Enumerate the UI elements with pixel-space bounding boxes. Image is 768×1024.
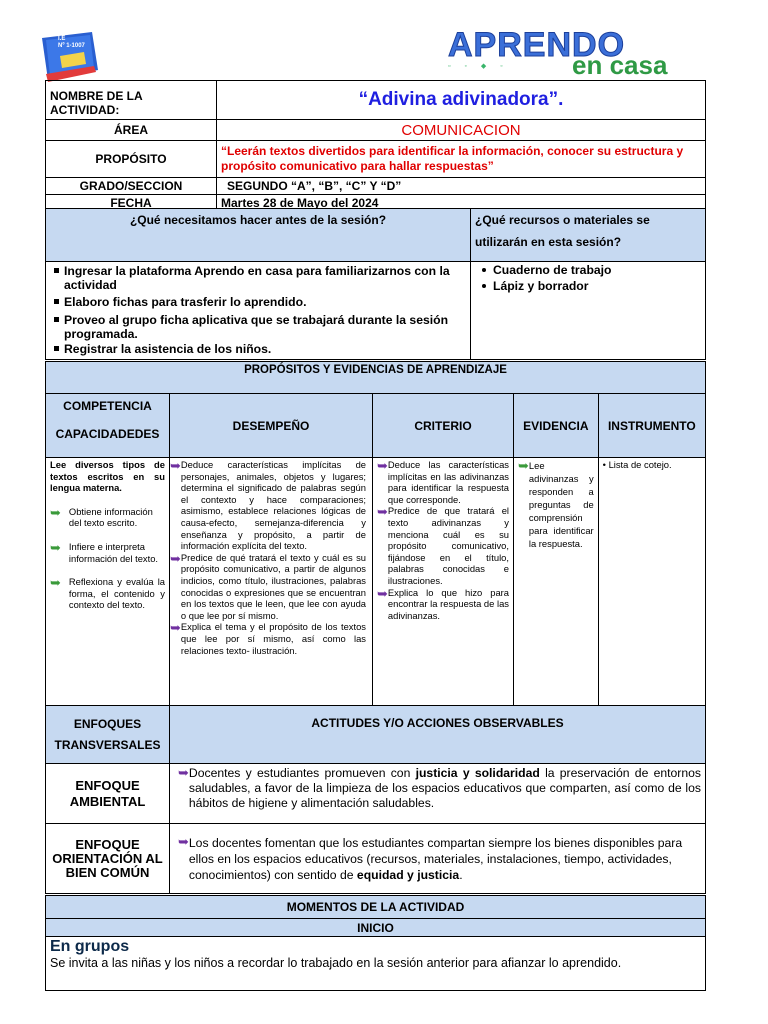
- desempeno-item: Deduce características implícitas de personajes, animales, objetos y lugares; determina el significado de palabras según el contexto y hace comparaciones; asimismo, establece relaciones lógicas de causa-efecto, semejanza-diferencia y enseñanza y propósito, a partir de información explícita del texto.: [180, 459, 366, 552]
- col-actitudes: ACTITUDES Y/O ACCIONES OBSERVABLES: [170, 706, 706, 764]
- green-arrow-icon: ➥: [50, 575, 61, 591]
- criterio-item: Deduce las características implícitas en las adivinanzas para identificar la respuesta que corresponde.: [387, 459, 509, 505]
- col-desempeno: DESEMPEÑO: [170, 394, 373, 458]
- momentos-title: MOMENTOS DE LA ACTIVIDAD: [46, 896, 706, 919]
- col-competencia: [46, 394, 170, 458]
- prep-task: Ingresar la plataforma Aprendo en casa para familiarizarnos con la actividad: [64, 264, 466, 292]
- green-arrow-icon: ➥: [50, 504, 61, 520]
- brand-bottom: en casa: [572, 50, 668, 80]
- enfoque-ambiental-cell: [170, 764, 706, 824]
- bien-text-pre: Los docentes fomentan que los estudiantes compartan siempre los bienes disponibles para ellos en los espacios educativos (recursos, materiales, instalaciones, tiempo, actividades, conocimientos) con sentido de: [188, 835, 683, 882]
- area-value: COMUNICACION: [217, 120, 706, 141]
- criterio-item: Explica lo que hizo para encontrar la respuesta de las adivinanzas.: [387, 586, 509, 621]
- date-value: Martes 28 de Mayo del 2024: [217, 195, 706, 212]
- prep-task: Proveo al grupo ficha aplicativa que se trabajará durante la sesión programada.: [64, 313, 466, 341]
- desempeno-cell: [170, 458, 373, 706]
- instrumento-text: Lista de cotejo.: [608, 459, 672, 470]
- capacidad-item: Obtiene información del texto escrito.: [68, 505, 153, 529]
- group-text: Se invita a las niñas y los niños a recordar lo trabajado en la sesión anterior para afianzar lo aprendido.: [50, 956, 622, 970]
- prep-task: Elaboro fichas para trasferir lo aprendido.: [64, 295, 466, 309]
- ambiental-text-post: la preservación de entornos saludables, a favor de la limpieza de los espacios educativos que comparten, así como de los hábitos de higiene y alimentación saludables.: [188, 766, 701, 810]
- logo-line-1: I.E: [58, 36, 66, 42]
- bien-text-post: .: [459, 867, 463, 882]
- col-instrumento: INSTRUMENTO: [598, 394, 705, 458]
- purple-arrow-icon: ➥: [178, 765, 189, 780]
- brand-dots: ▫ ◦ ◆ ◦: [448, 63, 509, 70]
- activity-name-value: “Adivina adivinadora”.: [217, 81, 706, 120]
- prep-tasks-cell: [46, 262, 471, 360]
- competencia-cell: [46, 458, 170, 706]
- enfoque-bien-comun-cell: [170, 824, 706, 894]
- purple-arrow-icon: ➥: [377, 585, 388, 601]
- competencia-text: Lee diversos tipos de textos escritos en su lengua materna.: [50, 459, 165, 494]
- area-label: ÁREA: [46, 120, 217, 141]
- purple-arrow-icon: ➥: [170, 550, 181, 566]
- col-evidencia: EVIDENCIA: [514, 394, 599, 458]
- prep-materials-cell: [471, 262, 706, 360]
- prep-question-1: ¿Qué necesitamos hacer antes de la sesión?: [46, 209, 471, 262]
- evidencia-cell: [514, 458, 599, 706]
- momentos-table: [45, 895, 706, 991]
- date-label: FECHA: [46, 195, 217, 212]
- col-criterio: CRITERIO: [373, 394, 514, 458]
- evidence-table: [45, 361, 706, 706]
- school-logo: [40, 30, 100, 85]
- capacidad-item: Reflexiona y evalúa la forma, el contenido y contexto del texto.: [68, 576, 165, 611]
- col-competencia-label: COMPETENCIA: [63, 399, 152, 413]
- col-enfoques: ENFOQUES TRANSVERSALES: [46, 706, 170, 764]
- activity-name-label: NOMBRE DE LA ACTIVIDAD:: [46, 81, 217, 120]
- activity-info-table: [45, 80, 706, 212]
- purpose-value: “Leerán textos divertidos para identificar la información, conocer su estructura y propósito comunicativo para hallar respuestas”: [217, 141, 706, 178]
- prep-task: Registrar la asistencia de los niños.: [64, 342, 466, 356]
- enfoques-table: [45, 705, 706, 894]
- purple-arrow-icon: ➥: [377, 458, 388, 473]
- criterio-cell: [373, 458, 514, 706]
- green-arrow-icon: ➥: [518, 458, 529, 473]
- desempeno-item: Explica el tema y el propósito de los textos que lee por sí mismo, así como las relaciones texto- ilustración.: [180, 621, 366, 656]
- material-item: Cuaderno de trabajo: [493, 262, 701, 278]
- grade-value: SEGUNDO “A”, “B”, “C” Y “D”: [217, 178, 706, 195]
- evidencia-text: Lee adivinanzas y responden a preguntas de comprensión para identificar la respuesta.: [528, 460, 594, 549]
- inicio-content-cell: [46, 937, 706, 991]
- purple-arrow-icon: ➥: [178, 833, 189, 849]
- evidence-title: PROPÓSITOS Y EVIDENCIAS DE APRENDIZAJE: [46, 362, 706, 394]
- grade-label: GRADO/SECCION: [46, 178, 217, 195]
- capacidad-item: Infiere e interpreta información del texto.: [68, 540, 159, 564]
- enfoque-ambiental-label: ENFOQUE AMBIENTAL: [46, 764, 170, 824]
- purple-arrow-icon: ➥: [377, 504, 388, 520]
- instrumento-cell: • Lista de cotejo.: [598, 458, 705, 706]
- desempeno-item: Predice de qué tratará el texto y cuál es su propósito comunicativo, a partir de algunos indicios, como título, ilustraciones, palabras conocidas o expresiones que se encuentran en los textos que le leen, que lee con ayuda o que lee por sí mismo.: [180, 551, 366, 621]
- prep-question-2: ¿Qué recursos o materiales se utilizarán en esta sesión?: [471, 209, 706, 262]
- inicio-label: INICIO: [46, 919, 706, 937]
- preparation-table: [45, 208, 706, 360]
- brand-top: APRENDO: [448, 26, 626, 64]
- enfoque-bien-comun-label: ENFOQUE ORIENTACIÓN AL BIEN COMÚN: [46, 824, 170, 894]
- bien-text-bold: equidad y justicia: [356, 867, 460, 882]
- logo-line-2: Nº 1-1007: [58, 43, 85, 49]
- col-capacidades-label: CAPACIDADEDES: [55, 427, 160, 441]
- material-item: Lápiz y borrador: [493, 278, 701, 294]
- purple-arrow-icon: ➥: [170, 458, 181, 473]
- ambiental-text-pre: Docentes y estudiantes promueven con: [188, 766, 416, 780]
- aprendo-en-casa-logo: [440, 28, 708, 78]
- ambiental-text-bold: justicia y solidaridad: [415, 766, 540, 780]
- purple-arrow-icon: ➥: [170, 620, 181, 636]
- purpose-label: PROPÓSITO: [46, 141, 217, 178]
- green-arrow-icon: ➥: [50, 539, 61, 555]
- criterio-item: Predice de que tratará el texto adivinanzas y menciona cuál es su propósito comunicativo, fijándose en el título, palabras conocidas e ilustraciones.: [387, 505, 509, 586]
- group-title: En grupos: [50, 938, 130, 955]
